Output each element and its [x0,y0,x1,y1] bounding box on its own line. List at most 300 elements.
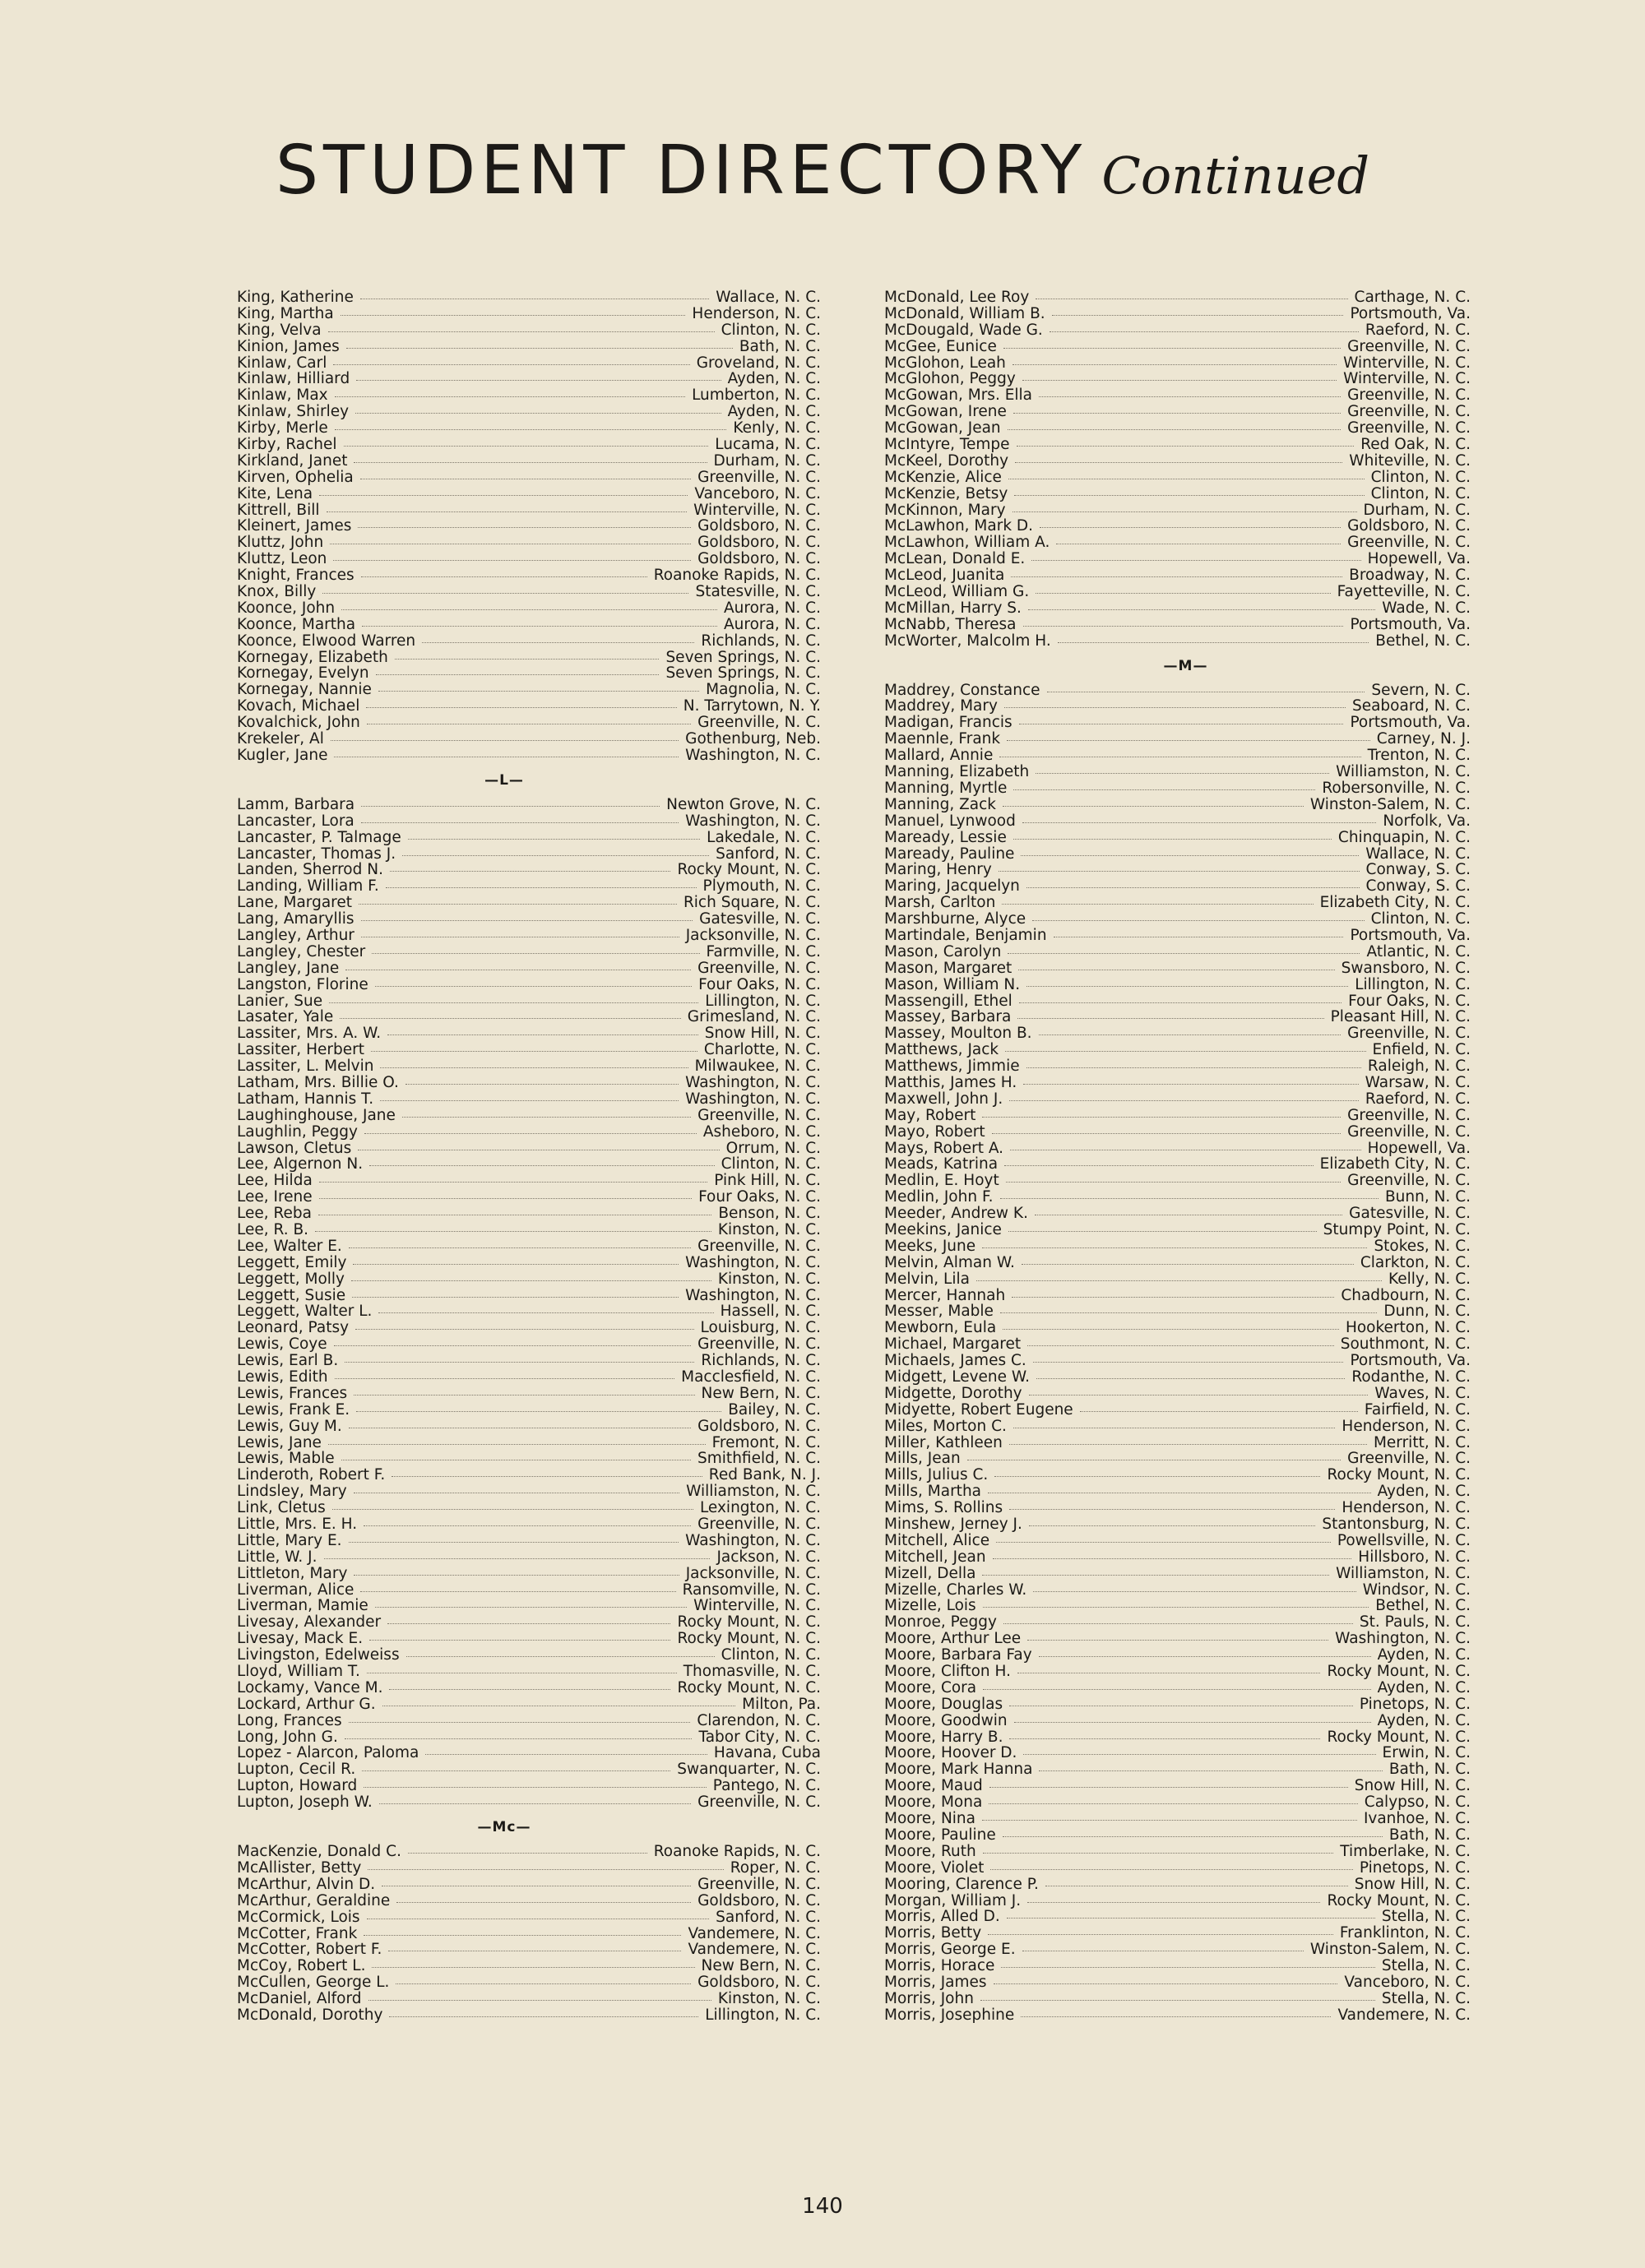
directory-entry [884,584,1471,600]
directory-entry [237,1271,821,1288]
hometown: Clinton, N. C. [721,321,821,339]
dot-leader [1007,1918,1375,1919]
student-name: Little, Mary E. [237,1531,342,1549]
directory-entry [237,306,821,322]
dot-leader [1000,1312,1377,1313]
dot-leader [332,1509,693,1510]
directory-entry [884,2007,1471,2024]
hometown: Greenville, N. C. [697,468,821,486]
student-name: Lee, Walter E. [237,1237,342,1255]
student-name: Little, W. J. [237,1548,317,1566]
hometown: Greenville, N. C. [697,959,821,977]
hometown: Durham, N. C. [713,451,821,470]
dot-leader [362,626,717,627]
directory-entry [884,518,1471,535]
dot-leader [1036,593,1330,594]
hometown: Vanceboro, N. C. [694,484,821,502]
directory-entry [884,813,1471,830]
hometown: Winston-Salem, N. C. [1309,795,1471,813]
hometown: Chadbourn, N. C. [1341,1286,1471,1304]
hometown: Portsmouth, Va. [1350,304,1471,322]
hometown: Farmville, N. C. [706,942,821,960]
directory-entry [884,1075,1471,1091]
student-name: King, Martha [237,304,334,322]
dot-leader [361,576,647,577]
dot-leader [1011,576,1342,577]
dot-leader [406,1656,715,1657]
student-name: Livingston, Edelweiss [237,1646,400,1664]
student-name: McGowan, Irene [884,403,1007,421]
dot-leader [372,1967,694,1968]
directory-entry [237,1614,821,1631]
directory-entry [237,1696,821,1713]
student-name: Mizelle, Lois [884,1597,976,1615]
student-name: McCullen, George L. [237,1974,390,1992]
hometown: Stella, N. C. [1381,1989,1471,2007]
directory-entry [237,1745,821,1761]
hometown: Richlands, N. C. [701,632,821,650]
dot-leader [1008,1231,1317,1232]
directory-entry [884,387,1471,404]
dot-leader [994,1476,1320,1477]
dot-leader [405,1084,679,1085]
student-name: Mizell, Della [884,1564,976,1582]
hometown: Greenville, N. C. [1347,419,1471,437]
student-name: Lewis, Frank E. [237,1400,350,1419]
hometown: Stokes, N. C. [1374,1237,1471,1255]
hometown: Henderson, N. C. [1341,1499,1471,1517]
student-name: Morris, Alled D. [884,1908,1000,1926]
student-name: Landing, William F. [237,877,379,896]
directory-entry [237,977,821,993]
student-name: Kittrell, Bill [237,501,320,519]
page-title [0,132,1645,210]
directory-entry [884,1222,1471,1238]
directory-entry [237,1713,821,1729]
hometown: Winterville, N. C. [1343,370,1471,388]
directory-entry [884,567,1471,584]
student-name: Medlin, E. Hoyt [884,1172,999,1190]
student-name: McIntyre, Tempe [884,436,1010,454]
student-name: Maddrey, Constance [884,681,1040,699]
hometown: Aurora, N. C. [723,615,821,633]
dot-leader [354,1395,694,1396]
student-name: Lancaster, Thomas J. [237,845,396,863]
dot-leader [369,1165,715,1166]
dot-leader [408,839,700,840]
hometown: Clarendon, N. C. [697,1711,821,1729]
hometown: Ayden, N. C. [727,403,821,421]
directory-entry [237,1386,821,1402]
hometown: Rich Square, N. C. [683,894,821,912]
dot-leader [425,1754,707,1755]
dot-leader [1003,1836,1383,1837]
directory-entry [884,322,1471,339]
hometown: Ayden, N. C. [1377,1711,1471,1729]
directory-entry [884,895,1471,911]
directory-entry [237,1058,821,1075]
hometown: Smithfield, N. C. [697,1450,821,1468]
hometown: Goldsboro, N. C. [1347,517,1471,535]
directory-entry [237,1877,821,1893]
student-name: Lasater, Yale [237,1008,334,1026]
directory-entry [237,486,821,502]
directory-entry [237,567,821,584]
directory-entry [884,470,1471,486]
dot-leader [1022,1264,1354,1265]
directory-entry [237,911,821,928]
student-name: Maring, Jacquelyn [884,877,1020,896]
student-name: McKenzie, Betsy [884,484,1008,502]
dot-leader [345,1362,694,1363]
hometown: Wallace, N. C. [1365,845,1471,863]
student-name: Lewis, Edith [237,1368,328,1386]
section-heading: —L— [484,771,524,789]
dot-leader [356,1411,721,1412]
student-name: Lee, Reba [237,1205,312,1223]
hometown: Rocky Mount, N. C. [1327,1891,1471,1909]
student-name: Kinlaw, Shirley [237,403,350,421]
directory-entry [884,1794,1471,1811]
hometown: Swansboro, N. C. [1341,959,1471,977]
directory-entry [237,502,821,519]
hometown: Hopewell, Va. [1367,1139,1471,1157]
directory-entry [884,1958,1471,1974]
student-name: Lancaster, P. Talmage [237,828,401,846]
dot-leader [368,2000,711,2001]
directory-entry [237,617,821,633]
hometown: Greenville, N. C. [1347,337,1471,355]
dot-leader [334,1345,691,1346]
student-name: Kugler, Jane [237,746,328,764]
student-name: Manuel, Lynwood [884,812,1016,830]
hometown: Winterville, N. C. [1343,354,1471,372]
dot-leader [333,364,689,365]
directory-entry [237,1402,821,1419]
directory-entry [237,1419,821,1435]
directory-entry [237,1647,821,1664]
dot-leader [1001,1967,1374,1968]
dot-leader [989,1787,1348,1788]
directory-entry [884,1647,1471,1664]
student-name: Lane, Margaret [237,894,353,912]
hometown: Williamston, N. C. [1336,763,1471,781]
directory-entry [884,1582,1471,1599]
hometown: Gothenburg, Neb. [685,730,821,748]
hometown: Rocky Mount, N. C. [677,1613,821,1632]
student-name: Meekins, Janice [884,1220,1002,1238]
directory-entry [237,797,821,813]
directory-entry [884,1156,1471,1173]
directory-entry [237,1124,821,1141]
directory-entry [884,1189,1471,1206]
hometown: Milton, Pa. [742,1695,821,1713]
directory-entry [237,1926,821,1942]
hometown: Snow Hill, N. C. [704,1025,821,1043]
hometown: Lexington, N. C. [699,1499,821,1517]
student-name: Marsh, Carlton [884,894,996,912]
student-name: Kleinert, James [237,517,352,535]
hometown: Stella, N. C. [1381,1908,1471,1926]
directory-entry [884,1042,1471,1058]
directory-entry [884,1402,1471,1419]
dot-leader [333,560,691,561]
hometown: Stantonsburg, N. C. [1322,1516,1471,1534]
student-name: McKenzie, Alice [884,468,1002,486]
directory-entry [884,1238,1471,1255]
directory-entry [884,862,1471,878]
hometown: Portsmouth, Va. [1350,926,1471,944]
hometown: Wade, N. C. [1382,599,1471,617]
student-name: McDonald, William B. [884,304,1045,322]
directory-entry [884,977,1471,993]
student-name: Mills, Julius C. [884,1466,989,1484]
student-name: Matthews, Jack [884,1041,999,1059]
hometown: Greenville, N. C. [697,1875,821,1893]
student-name: McWorter, Malcolm H. [884,632,1051,650]
student-name: McLean, Donald E. [884,550,1026,568]
hometown: Lakedale, N. C. [707,828,821,846]
student-name: Mitchell, Jean [884,1548,986,1566]
directory-entry [884,1255,1471,1271]
dot-leader [335,1378,675,1379]
dot-leader [360,1591,675,1592]
dot-leader [341,315,686,316]
hometown: Greenville, N. C. [1347,1106,1471,1124]
hometown: Trenton, N. C. [1367,747,1471,765]
dot-leader [996,1542,1331,1543]
hometown: Washington, N. C. [1335,1630,1471,1648]
hometown: Kinston, N. C. [717,1270,821,1288]
hometown: Ayden, N. C. [727,370,821,388]
student-name: Krekeler, Al [237,730,324,748]
student-name: Midgett, Levene W. [884,1368,1030,1386]
hometown: Greenville, N. C. [697,1335,821,1354]
hometown: Carthage, N. C. [1354,289,1471,306]
student-name: McGowan, Jean [884,419,1001,437]
dot-leader [1002,904,1313,905]
directory-entry [884,1761,1471,1778]
directory-entry [884,1729,1471,1746]
hometown: Hassell, N. C. [720,1303,821,1321]
hometown: Broadway, N. C. [1349,567,1471,585]
directory-entry [884,944,1471,960]
directory-entry [884,1500,1471,1516]
student-name: McDonald, Lee Roy [884,289,1030,306]
hometown: Timberlake, N. C. [1340,1842,1471,1860]
hometown: Portsmouth, Va. [1350,615,1471,633]
dot-leader [983,1607,1369,1608]
hometown: Pinetops, N. C. [1359,1858,1471,1877]
hometown: Winterville, N. C. [693,1597,821,1615]
dot-leader [328,1444,706,1445]
hometown: Hopewell, Va. [1367,550,1471,568]
dot-leader [354,462,707,463]
dot-leader [378,1312,713,1313]
student-name: Littleton, Mary [237,1564,348,1582]
student-name: Mayo, Robert [884,1122,985,1141]
directory-entry [237,1075,821,1091]
hometown: Greenville, N. C. [697,1794,821,1812]
hometown: Kinston, N. C. [717,1990,821,2008]
directory-entry [237,404,821,420]
student-name: Lockard, Arthur G. [237,1695,376,1713]
student-name: McKeel, Dorothy [884,451,1009,470]
hometown: Washington, N. C. [685,812,821,830]
student-name: Moore, Cora [884,1678,977,1696]
dot-leader [389,2016,698,2017]
dot-leader [354,1575,679,1576]
directory-entry [237,665,821,682]
page-number: 140 [802,2194,843,2219]
student-name: Moore, Pauline [884,1826,996,1844]
directory-entry [237,1435,821,1451]
directory-entry [884,1991,1471,2007]
directory-entry [884,993,1471,1010]
hometown: Washington, N. C. [685,1286,821,1304]
hometown: Windsor, N. C. [1362,1581,1471,1599]
student-name: Liverman, Alice [237,1581,354,1599]
dot-leader [402,1117,691,1118]
dot-leader [1032,920,1364,921]
dot-leader [1023,1754,1375,1755]
student-name: Moore, Maud [884,1777,983,1795]
hometown: Ivanhoe, N. C. [1363,1810,1471,1828]
directory-entry [237,1860,821,1877]
hometown: Winston-Salem, N. C. [1309,1941,1471,1959]
student-name: Michael, Margaret [884,1335,1022,1354]
hometown: Portsmouth, Va. [1350,1352,1471,1370]
directory-entry [237,518,821,535]
student-name: Maennle, Frank [884,730,1001,748]
hometown: Tabor City, N. C. [698,1728,821,1746]
dot-leader [358,527,691,528]
hometown: Raeford, N. C. [1365,1090,1471,1108]
student-name: Lewis, Frances [237,1384,348,1402]
student-name: Laughlin, Peggy [237,1122,358,1141]
student-name: Moore, Ruth [884,1842,976,1860]
dot-leader [994,1983,1338,1984]
hometown: St. Pauls, N. C. [1359,1613,1471,1632]
student-name: Kluttz, John [237,534,324,552]
directory-entry [884,1451,1471,1467]
student-name: Lassiter, Herbert [237,1041,364,1059]
student-name: Lanier, Sue [237,992,323,1010]
student-name: Morgan, William J. [884,1891,1022,1909]
directory-entry [884,1288,1471,1304]
dot-leader [380,1067,688,1068]
directory-entry [237,1598,821,1614]
hometown: Clinton, N. C. [1370,484,1471,502]
directory-entry [237,1156,821,1173]
dot-leader [983,1853,1334,1854]
directory-entry [884,1320,1471,1336]
student-name: Matthis, James H. [884,1073,1017,1091]
directory-entry [237,682,821,698]
student-name: Lewis, Guy M. [237,1417,342,1435]
directory-entry [237,830,821,846]
hometown: Washington, N. C. [685,1531,821,1549]
directory-entry [237,944,821,960]
student-name: Mallard, Annie [884,747,994,765]
student-name: Morris, James [884,1973,987,1991]
hometown: Red Bank, N. J. [708,1466,821,1484]
student-name: Kornegay, Elizabeth [237,648,388,666]
directory-entry [884,1925,1471,1942]
directory-entry [884,1974,1471,1991]
hometown: Bethel, N. C. [1375,632,1471,650]
hometown: Greenville, N. C. [697,1106,821,1124]
hometown: Rocky Mount, N. C. [677,1630,821,1648]
student-name: McArthur, Geraldine [237,1891,391,1909]
dot-leader [1033,1362,1344,1363]
hometown: Louisburg, N. C. [700,1319,821,1337]
dot-leader [375,1607,687,1608]
directory-entry [237,1566,821,1582]
student-name: Long, John G. [237,1728,338,1746]
dot-leader [322,593,688,594]
student-name: Lewis, Jane [237,1433,322,1451]
hometown: Roanoke Rapids, N. C. [653,1843,821,1861]
student-name: Medlin, John F. [884,1188,994,1206]
dot-leader [1007,740,1370,741]
dot-leader [982,1117,1341,1118]
hometown: Four Oaks, N. C. [698,975,821,993]
hometown: Warsaw, N. C. [1365,1073,1471,1091]
directory-entry [884,1778,1471,1794]
hometown: Merritt, N. C. [1373,1433,1471,1451]
student-name: Mills, Martha [884,1483,982,1501]
student-name: Massey, Barbara [884,1008,1012,1026]
directory-entry [237,1991,821,2007]
dot-leader [1012,1297,1334,1298]
student-name: Morris, George E. [884,1941,1016,1959]
hometown: Sanford, N. C. [716,845,821,863]
student-name: McArthur, Alvin D. [237,1875,376,1893]
dot-leader [1036,1378,1345,1379]
hometown: Greenville, N. C. [1347,386,1471,405]
dot-leader [344,446,709,447]
dot-leader [349,1542,679,1543]
hometown: Chinquapin, N. C. [1337,828,1471,846]
dot-leader [1031,560,1360,561]
dot-leader [1023,626,1344,627]
directory-entry [884,1369,1471,1386]
student-name: Lindsley, Mary [237,1483,347,1501]
dot-leader [319,1198,692,1199]
student-name: Landen, Sherrod N. [237,861,383,879]
student-name: McDonald, Dorothy [237,2006,383,2024]
dot-leader [372,953,699,954]
directory-entry [237,1794,821,1811]
hometown: Fayetteville, N. C. [1337,583,1471,601]
student-name: Liverman, Mamie [237,1597,368,1615]
student-name: Miles, Morton C. [884,1417,1007,1435]
student-name: McCotter, Frank [237,1924,358,1942]
dot-leader [1027,1345,1334,1346]
student-name: Kirven, Ophelia [237,468,354,486]
dot-leader [355,1329,694,1330]
student-name: Morris, John [884,1989,974,2007]
directory-entry [237,1303,821,1320]
hometown: Seven Springs, N. C. [665,664,821,683]
hometown: Greenville, N. C. [697,1516,821,1534]
dot-leader [319,1182,708,1183]
student-name: McGlohon, Leah [884,354,1006,372]
student-name: Livesay, Alexander [237,1613,382,1632]
hometown: Aurora, N. C. [723,599,821,617]
dot-leader [345,1738,693,1739]
